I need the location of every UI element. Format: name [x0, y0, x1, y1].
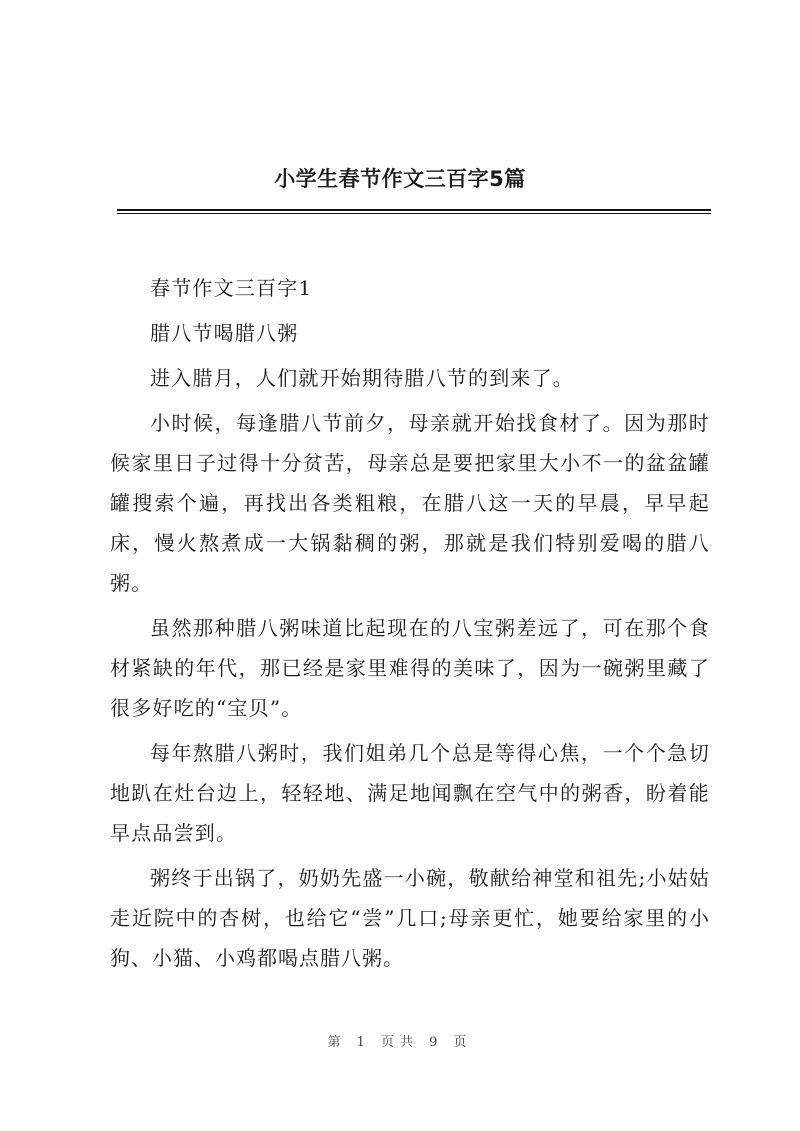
paragraph: 每年熬腊八粥时，我们姐弟几个总是等得心焦，一个个急切地趴在灶台边上，轻轻地、满足地闻飘在空气中的粥香，盼着能早点品尝到。 — [110, 741, 710, 845]
paragraph: 粥终于出锅了，奶奶先盛一小碗，敬献给神堂和祖先;小姑姑走近院中的杏树，也给它“尝”几口;母亲更忙，她要给家里的小狗、小猫、小鸡都喝点腊八粥。 — [110, 866, 710, 970]
document-body — [110, 268, 710, 978]
document-title: 小学生春节作文三百字5篇 — [274, 167, 526, 191]
section-heading: 春节作文三百字1 — [150, 276, 313, 300]
essay-title: 腊八节喝腊八粥 — [150, 321, 299, 345]
title-divider-thin — [117, 213, 711, 214]
title-divider — [117, 209, 711, 211]
paragraph: 小时候，每逢腊八节前夕，母亲就开始找食材了。因为那时候家里日子过得十分贫苦，母亲总是要把家里大小不一的盆盆罐罐搜索个遍，再找出各类粗粮，在腊八这一天的早晨，早早起床，慢火熬煮成一大锅黏稠的粥，那就是我们特别爱喝的腊八粥。 — [110, 411, 710, 595]
paragraph: 虽然那种腊八粥味道比起现在的八宝粥差远了，可在那个食材紧缺的年代，那已经是家里难得的美味了，因为一碗粥里藏了很多好吃的“宝贝”。 — [110, 616, 710, 720]
page-footer: 第 1 页共 9 页 — [327, 1035, 473, 1050]
paragraph: 进入腊月，人们就开始期待腊八节的到来了。 — [150, 366, 574, 390]
